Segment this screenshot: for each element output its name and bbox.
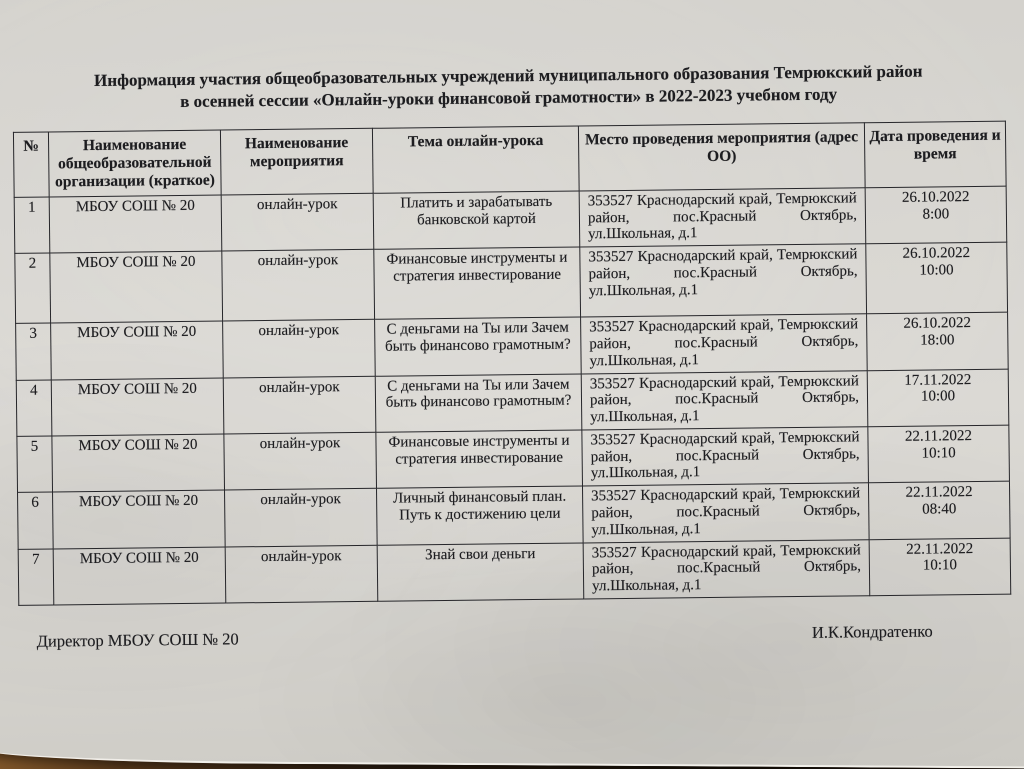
event-name: онлайн-урок: [225, 545, 378, 603]
date-time: [865, 186, 1007, 244]
row-number: 6: [18, 492, 54, 549]
venue-address: 353527 Краснодарский край, Темрюкский район, пос.Красный Октябрь, ул.Школьная, д.1: [579, 187, 866, 247]
header-date: Дата проведения и время: [864, 121, 1006, 187]
event-name: онлайн-урок: [225, 489, 378, 547]
director-name: И.К.Кондратенко: [811, 621, 933, 642]
event-time: 10:00: [920, 388, 956, 405]
event-date: 26.10.2022: [901, 188, 970, 206]
row-number: 3: [16, 323, 52, 380]
org-name: МБОУ СОШ № 20: [51, 378, 224, 436]
row-number: 1: [14, 197, 50, 254]
table-header: [13, 121, 1006, 197]
venue-address: 353527 Краснодарский край, Темрюкский район, пос.Красный Октябрь, ул.Школьная, д.1: [581, 314, 868, 374]
row-number: 7: [18, 549, 54, 606]
event-name: онлайн-урок: [224, 432, 377, 490]
header-number: №: [13, 132, 49, 197]
lesson-topic: Знай свои деньги: [377, 543, 584, 602]
event-date: 26.10.2022: [902, 245, 971, 262]
event-name: онлайн-урок: [221, 193, 374, 251]
date-time: [867, 369, 1009, 427]
document-title: [12, 60, 1004, 116]
header-event: Наименование мероприятия: [220, 128, 373, 195]
event-date: 22.11.2022: [905, 484, 973, 502]
org-name: МБОУ СОШ № 20: [53, 547, 226, 605]
title-line-1: Информация участия общеобразовательных учреждений муниципального образования Темрюкский район: [94, 61, 923, 90]
event-time: 18:00: [920, 332, 955, 349]
venue-address: 353527 Краснодарский край, Темрюкский район, пос.Красный Октябрь, ул.Школьная, д.1: [583, 539, 870, 599]
org-name: МБОУ СОШ № 20: [51, 321, 224, 379]
event-date: 26.10.2022: [903, 315, 972, 332]
event-name: онлайн-урок: [223, 319, 376, 377]
event-time: 08:40: [922, 501, 957, 518]
venue-address: 353527 Краснодарский край, Темрюкский район, пос.Красный Октябрь, ул.Школьная, д.1: [580, 244, 867, 317]
date-time: [869, 538, 1011, 596]
org-name: МБОУ СОШ № 20: [50, 251, 223, 323]
venue-address: 353527 Краснодарский край, Темрюкский район, пос.Красный Октябрь, ул.Школьная, д.1: [581, 370, 868, 430]
row-number: 4: [16, 379, 52, 436]
row-number: 2: [15, 253, 51, 323]
table-row: [18, 538, 1011, 606]
lesson-topic: Финансовые инструменты и стратегия инвестирование: [374, 247, 581, 319]
header-place: Место проведения мероприятия (адрес ОО): [578, 123, 865, 191]
org-name: МБОУ СОШ № 20: [52, 434, 225, 492]
event-name: онлайн-урок: [223, 376, 376, 434]
venue-address: 353527 Краснодарский край, Темрюкский район, пос.Красный Октябрь, ул.Школьная, д.1: [582, 427, 869, 487]
event-date: 17.11.2022: [904, 371, 972, 389]
lesson-topic: Финансовые инструменты и стратегия инвестирование: [376, 430, 583, 489]
org-name: МБОУ СОШ № 20: [53, 490, 226, 548]
date-time: [867, 312, 1009, 370]
table-row: [15, 242, 1008, 323]
lesson-topic: Личный финансовый план. Путь к достижению цели: [377, 486, 584, 545]
signature-block: [37, 621, 1011, 652]
row-number: 5: [17, 436, 53, 493]
venue-address: 353527 Краснодарский край, Темрюкский район, пос.Красный Октябрь, ул.Школьная, д.1: [582, 483, 869, 543]
event-time: 10:10: [921, 444, 956, 462]
org-name: МБОУ СОШ № 20: [49, 195, 222, 253]
event-date: 22.11.2022: [906, 540, 974, 558]
date-time: [866, 242, 1008, 314]
director-label: Директор МБОУ СОШ № 20: [36, 629, 239, 651]
table-body: [14, 186, 1011, 606]
event-time: 8:00: [922, 205, 950, 223]
lesson-topic: С деньгами на Ты или Зачем быть финансово грамотным?: [375, 373, 582, 432]
document-content: [12, 60, 1011, 652]
lesson-topic: Платить и зарабатывать банковской картой: [373, 191, 580, 250]
schedule-table: [13, 121, 1011, 606]
event-name: онлайн-урок: [222, 249, 375, 321]
header-topic: Тема онлайн-урока: [372, 126, 579, 193]
title-line-2: в осенней сессии «Онлайн-уроки финансовой грамотности» в 2022-2023 учебном году: [180, 84, 838, 112]
header-row: [13, 121, 1006, 197]
header-organization: Наименование общеобразовательной организации (краткое): [48, 130, 221, 197]
event-time: 10:00: [919, 262, 954, 279]
lesson-topic: С деньгами на Ты или Зачем быть финансово грамотным?: [375, 317, 582, 376]
date-time: [868, 425, 1010, 483]
date-time: [868, 481, 1010, 539]
event-time: 10:10: [922, 557, 958, 575]
event-date: 22.11.2022: [904, 427, 973, 445]
